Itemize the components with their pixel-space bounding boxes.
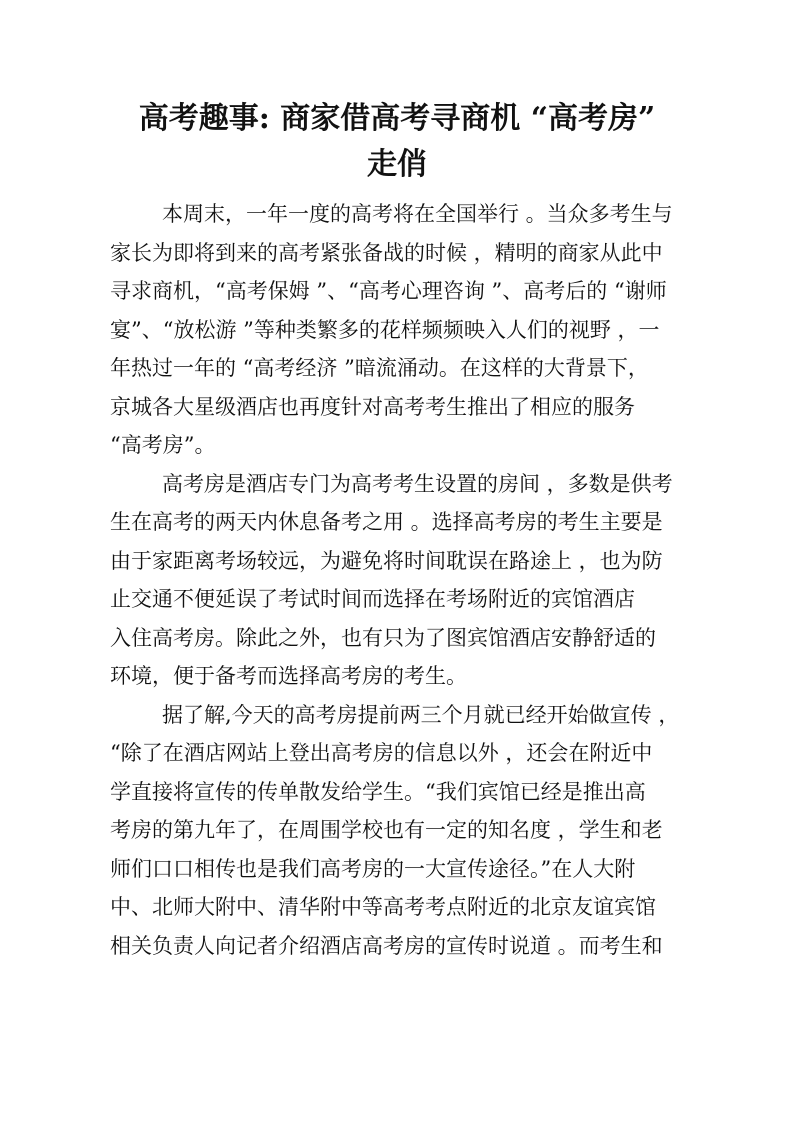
paragraph-1 bbox=[110, 195, 690, 465]
title-line-2: 走俏 bbox=[367, 147, 427, 182]
document-title bbox=[100, 96, 694, 188]
paragraph-line: 年热过一年的 “高考经济 ”暗流涌动。在这样的大背景下， bbox=[110, 356, 649, 380]
paragraph-line: “高考房”。 bbox=[110, 433, 216, 457]
paragraph-line: 高考房是酒店专门为高考考生设置的房间 ，多数是供考 bbox=[162, 471, 673, 496]
paragraph-line: 家长为即将到来的高考紧张备战的时候 ，精明的商家从此中 bbox=[110, 240, 663, 265]
paragraph-line: 止交通不便延误了考试时间而选择在考场附近的宾馆酒店 bbox=[110, 587, 635, 611]
title-line-1: 高考趣事: 商家借高考寻商机 “高考房” bbox=[138, 101, 656, 136]
paragraph-line: 由于家距离考场较远，为避免将时间耽误在路途上 ，也为防 bbox=[110, 548, 663, 573]
paragraph-line: 生在高考的两天内休息备考之用 。选择高考房的考生主要是 bbox=[110, 510, 663, 534]
paragraph-line: 环境，便于备考而选择高考房的考生。 bbox=[110, 664, 467, 688]
paragraph-line: 据了解,今天的高考房提前两三个月就已经开始做宣传 ， bbox=[162, 702, 680, 727]
paragraph-line: 中、北师大附中、清华附中等高考考点附近的北京友谊宾馆 bbox=[110, 895, 656, 919]
paragraph-3 bbox=[110, 696, 690, 966]
paragraph-line: 本周末，一年一度的高考将在全国举行 。当众多考生与 bbox=[162, 202, 673, 226]
paragraph-line: 相关负责人向记者介绍酒店高考房的宣传时说道 。而考生和 bbox=[110, 933, 663, 958]
paragraph-line: 京城各大星级酒店也再度针对高考考生推出了相应的服务 bbox=[110, 394, 635, 419]
paragraph-line: 入住高考房。除此之外，也有只为了图宾馆酒店安静舒适的 bbox=[110, 625, 656, 650]
paragraph-line: “除了在酒店网站上登出高考房的信息以外 ，还会在附近中 bbox=[110, 741, 653, 765]
paragraph-2 bbox=[110, 465, 690, 696]
paragraph-line: 寻求商机，“高考保姆 ”、“高考心理咨询 ”、高考后的 “谢师 bbox=[110, 279, 667, 303]
paragraph-line: 学直接将宣传的传单散发给学生。“我们宾馆已经是推出高 bbox=[110, 779, 646, 804]
paragraph-line: 考房的第九年了，在周围学校也有一定的知名度 ，学生和老 bbox=[110, 818, 663, 842]
paragraph-line: 宴”、“放松游 ”等种类繁多的花样频频映入人们的视野 ，一 bbox=[110, 317, 660, 342]
document-body bbox=[110, 195, 690, 965]
paragraph-line: 师们口口相传也是我们高考房的一大宣传途径。”在人大附 bbox=[110, 856, 636, 881]
